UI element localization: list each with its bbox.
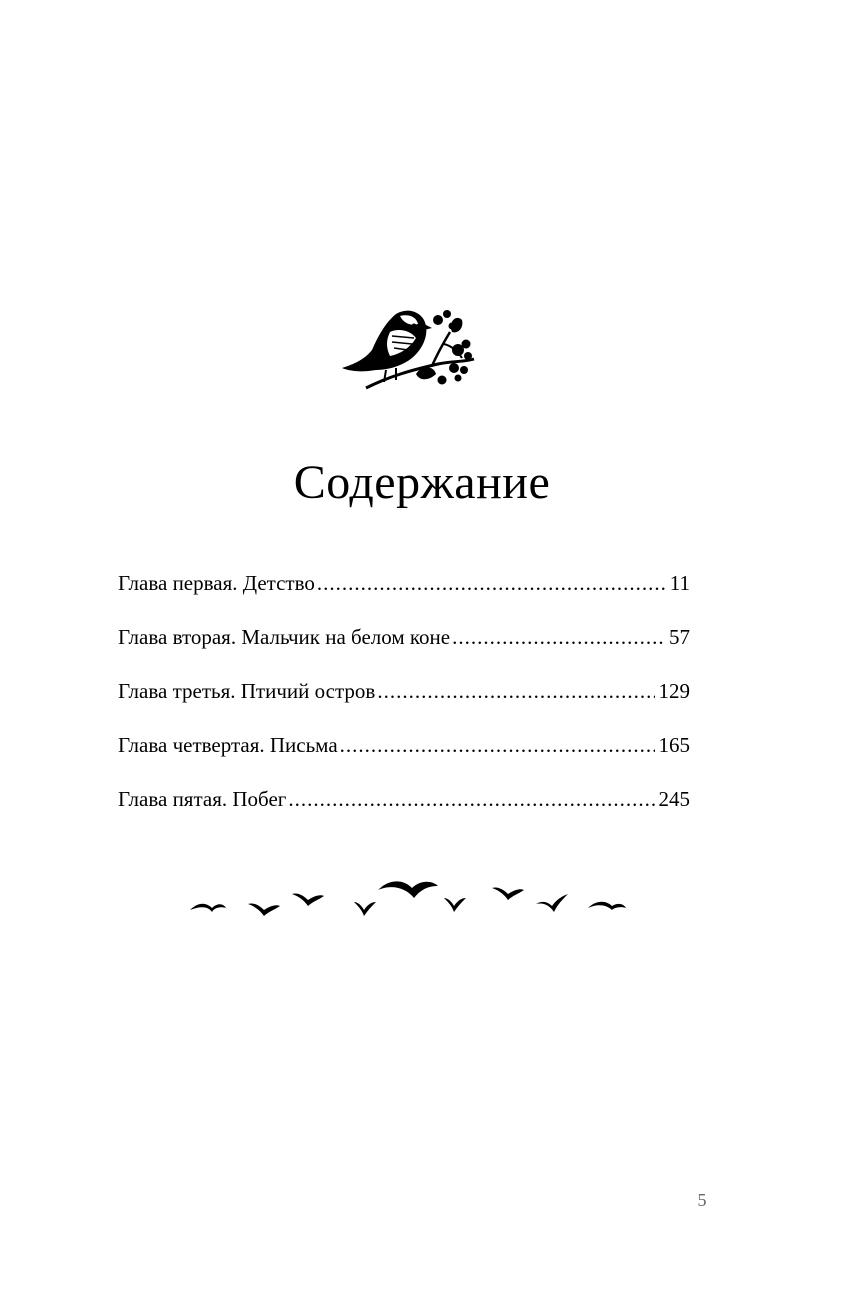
bird-on-branch-icon [340, 302, 475, 394]
toc-entry-page: 11 [669, 571, 690, 595]
toc-entry-4[interactable] [118, 730, 690, 784]
toc-entry-page: 165 [658, 733, 690, 757]
toc-leader-dots [317, 568, 666, 598]
page-title: Содержание [293, 456, 551, 509]
toc-entry-label: Глава вторая. Мальчик на белом коне [118, 625, 451, 649]
toc-entry-page: 129 [658, 679, 690, 703]
toc-entry-label: Глава четвертая. Письма [118, 733, 338, 757]
toc-leader-dots [340, 730, 655, 760]
toc-leader-dots [288, 784, 654, 814]
table-of-contents [118, 568, 690, 838]
toc-entry-2[interactable] [118, 622, 690, 676]
page-number: 5 [697, 1190, 707, 1210]
toc-entry-1[interactable] [118, 568, 690, 622]
toc-entry-label: Глава третья. Птичий остров [118, 679, 376, 703]
toc-leader-dots [452, 622, 665, 652]
toc-entry-label: Глава первая. Детство [118, 571, 315, 595]
toc-entry-3[interactable] [118, 676, 690, 730]
flock-of-birds-icon [186, 872, 628, 920]
toc-entry-page: 57 [669, 625, 690, 649]
toc-leader-dots [377, 676, 654, 706]
toc-entry-5[interactable] [118, 784, 690, 838]
toc-entry-page: 245 [658, 787, 690, 811]
toc-entry-label: Глава пятая. Побег [118, 787, 287, 811]
